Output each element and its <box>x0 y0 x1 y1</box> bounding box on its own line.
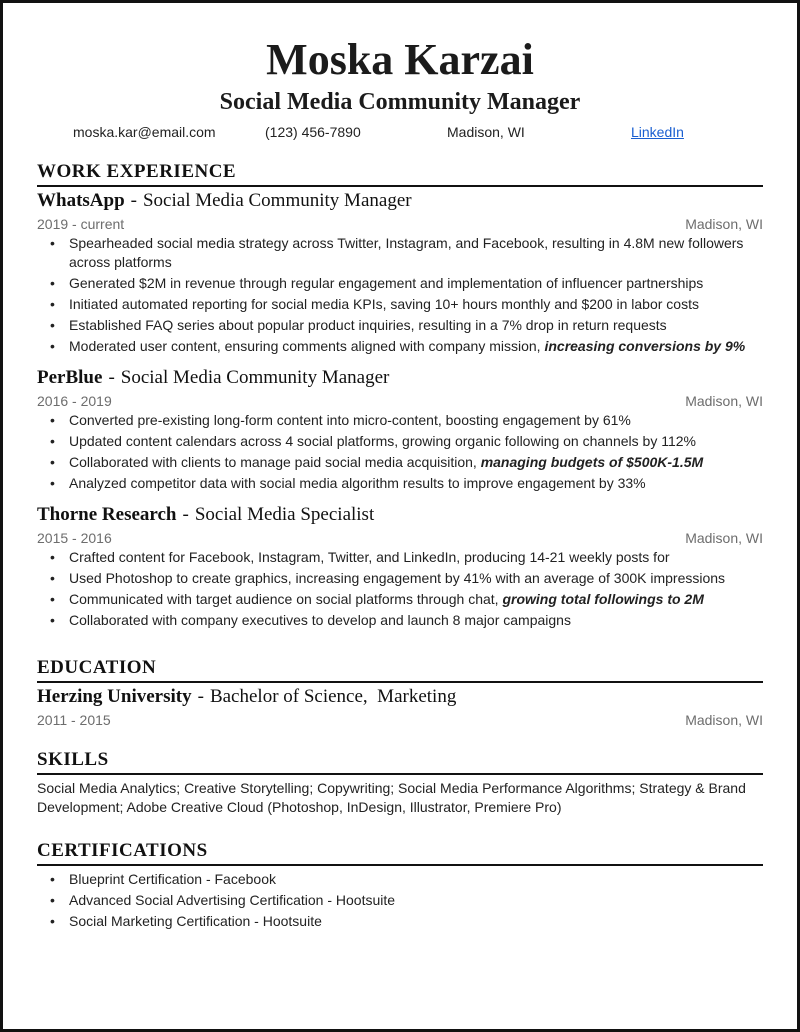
bullet-icon: • <box>50 871 55 887</box>
education-location: Madison, WI <box>685 712 763 728</box>
list-item <box>37 337 763 356</box>
list-item <box>37 234 763 272</box>
education-section <box>37 656 763 730</box>
job-location: Madison, WI <box>685 530 763 546</box>
certifications-list <box>37 870 763 931</box>
list-item <box>37 870 763 889</box>
bullet-icon: • <box>50 317 55 333</box>
education-header <box>37 685 763 709</box>
job-role: Social Media Community Manager <box>120 367 390 388</box>
bullet-icon: • <box>50 591 55 607</box>
bullet-icon: • <box>50 412 55 428</box>
list-item <box>37 316 763 335</box>
work-experience-section <box>37 160 763 630</box>
bullet-text: Analyzed competitor data with social media algorithm results to improve engagement by 33% <box>69 475 646 491</box>
list-item <box>37 590 763 609</box>
bullet-icon: • <box>50 296 55 312</box>
bullet-text: Collaborated with company executives to develop and launch 8 major campaigns <box>69 612 571 628</box>
job-separator: - <box>108 367 115 388</box>
job-separator: - <box>182 504 189 525</box>
bullet-text: Used Photoshop to create graphics, increasing engagement by 41% with an average of 300K impressions <box>69 570 726 586</box>
education-separator: - <box>197 686 204 707</box>
education-meta <box>37 710 763 730</box>
certification-text: Social Marketing Certification - Hootsuite <box>69 913 322 929</box>
candidate-title: Social Media Community Manager <box>219 89 581 115</box>
bullet-text: Collaborated with clients to manage paid social media acquisition, <box>69 454 481 470</box>
section-heading-education: EDUCATION <box>37 656 763 683</box>
job-role: Social Media Specialist <box>194 504 375 525</box>
bullet-text: Communicated with target audience on social platforms through chat, <box>69 591 503 607</box>
list-item <box>37 432 763 451</box>
bullet-text: Established FAQ series about popular product inquiries, resulting in a 7% drop in return requests <box>69 317 667 333</box>
bullet-icon: • <box>50 549 55 565</box>
bullet-emphasis: increasing conversions by 9% <box>544 338 746 354</box>
job-separator: - <box>130 190 137 211</box>
section-heading-skills: SKILLS <box>37 748 763 775</box>
bullet-icon: • <box>50 235 55 251</box>
school-name: Herzing University <box>37 686 192 707</box>
job-entry <box>37 366 763 493</box>
bullet-icon: • <box>50 275 55 291</box>
bullet-text: Converted pre-existing long-form content into micro-content, boosting engagement by 61% <box>69 412 631 428</box>
candidate-name: Moska Karzai <box>266 35 534 84</box>
job-bullets <box>37 548 763 630</box>
job-header <box>37 503 763 527</box>
job-bullets <box>37 411 763 493</box>
bullet-icon: • <box>50 570 55 586</box>
job-role: Social Media Community Manager <box>142 190 412 211</box>
job-meta <box>37 528 763 548</box>
list-item <box>37 569 763 588</box>
bullet-icon: • <box>50 433 55 449</box>
job-location: Madison, WI <box>685 216 763 232</box>
job-header <box>37 366 763 390</box>
bullet-icon: • <box>50 892 55 908</box>
job-bullets <box>37 234 763 356</box>
bullet-text: Spearheaded social media strategy across Twitter, Instagram, and Facebook, resulting in 4.8M new followers across platforms <box>69 235 744 270</box>
contact-email[interactable]: moska.kar@email.com <box>73 124 216 140</box>
contact-location: Madison, WI <box>447 124 525 140</box>
education-dates: 2011 - 2015 <box>37 712 111 728</box>
bullet-icon: • <box>50 475 55 491</box>
certification-text: Advanced Social Advertising Certification - Hootsuite <box>69 892 396 908</box>
list-item <box>37 295 763 314</box>
degree: Bachelor of Science, Marketing <box>209 686 457 707</box>
bullet-emphasis: managing budgets of $500K-1.5M <box>480 454 704 470</box>
list-item <box>37 474 763 493</box>
job-meta <box>37 391 763 411</box>
list-item <box>37 453 763 472</box>
job-entry <box>37 503 763 630</box>
job-company: Thorne Research <box>37 504 177 525</box>
bullet-icon: • <box>50 913 55 929</box>
job-dates: 2015 - 2016 <box>37 530 112 546</box>
job-header <box>37 189 763 213</box>
skills-text: Social Media Analytics; Creative Storytelling; Copywriting; Social Media Performance Algorithms; Strategy & Brand Development; Adobe Creative Cloud (Photoshop, InDesign, Illustrator, Premiere Pro) <box>37 780 746 815</box>
bullet-text: Crafted content for Facebook, Instagram, Twitter, and LinkedIn, producing 14-21 weekly posts for <box>69 549 670 565</box>
bullet-icon: • <box>50 454 55 470</box>
job-dates: 2019 - current <box>37 216 125 232</box>
section-heading-work: WORK EXPERIENCE <box>37 160 763 187</box>
education-entry <box>37 685 763 730</box>
skills-section <box>37 748 763 817</box>
list-item <box>37 611 763 630</box>
certification-text: Blueprint Certification - Facebook <box>69 871 276 887</box>
bullet-text: Generated $2M in revenue through regular engagement and implementation of influencer partnerships <box>69 275 704 291</box>
contact-row <box>37 122 763 144</box>
bullet-text: Updated content calendars across 4 social platforms, growing organic following on channels by 112% <box>69 433 696 449</box>
job-company: WhatsApp <box>37 190 125 211</box>
bullet-text: Moderated user content, ensuring comments aligned with company mission, <box>69 338 545 354</box>
linkedin-link[interactable]: LinkedIn <box>631 124 684 140</box>
bullet-text: Initiated automated reporting for social media KPIs, saving 10+ hours monthly and $200 in labor costs <box>69 296 699 312</box>
list-item <box>37 912 763 931</box>
list-item <box>37 411 763 430</box>
list-item <box>37 548 763 567</box>
job-dates: 2016 - 2019 <box>37 393 112 409</box>
contact-phone: (123) 456-7890 <box>265 124 361 140</box>
bullet-icon: • <box>50 338 55 354</box>
bullet-emphasis: growing total followings to 2M <box>502 591 704 607</box>
bullet-icon: • <box>50 612 55 628</box>
certifications-section <box>37 839 763 931</box>
list-item <box>37 891 763 910</box>
job-entry <box>37 189 763 356</box>
job-company: PerBlue <box>37 367 103 388</box>
list-item <box>37 274 763 293</box>
job-meta <box>37 214 763 234</box>
section-heading-certifications: CERTIFICATIONS <box>37 839 763 866</box>
job-location: Madison, WI <box>685 393 763 409</box>
